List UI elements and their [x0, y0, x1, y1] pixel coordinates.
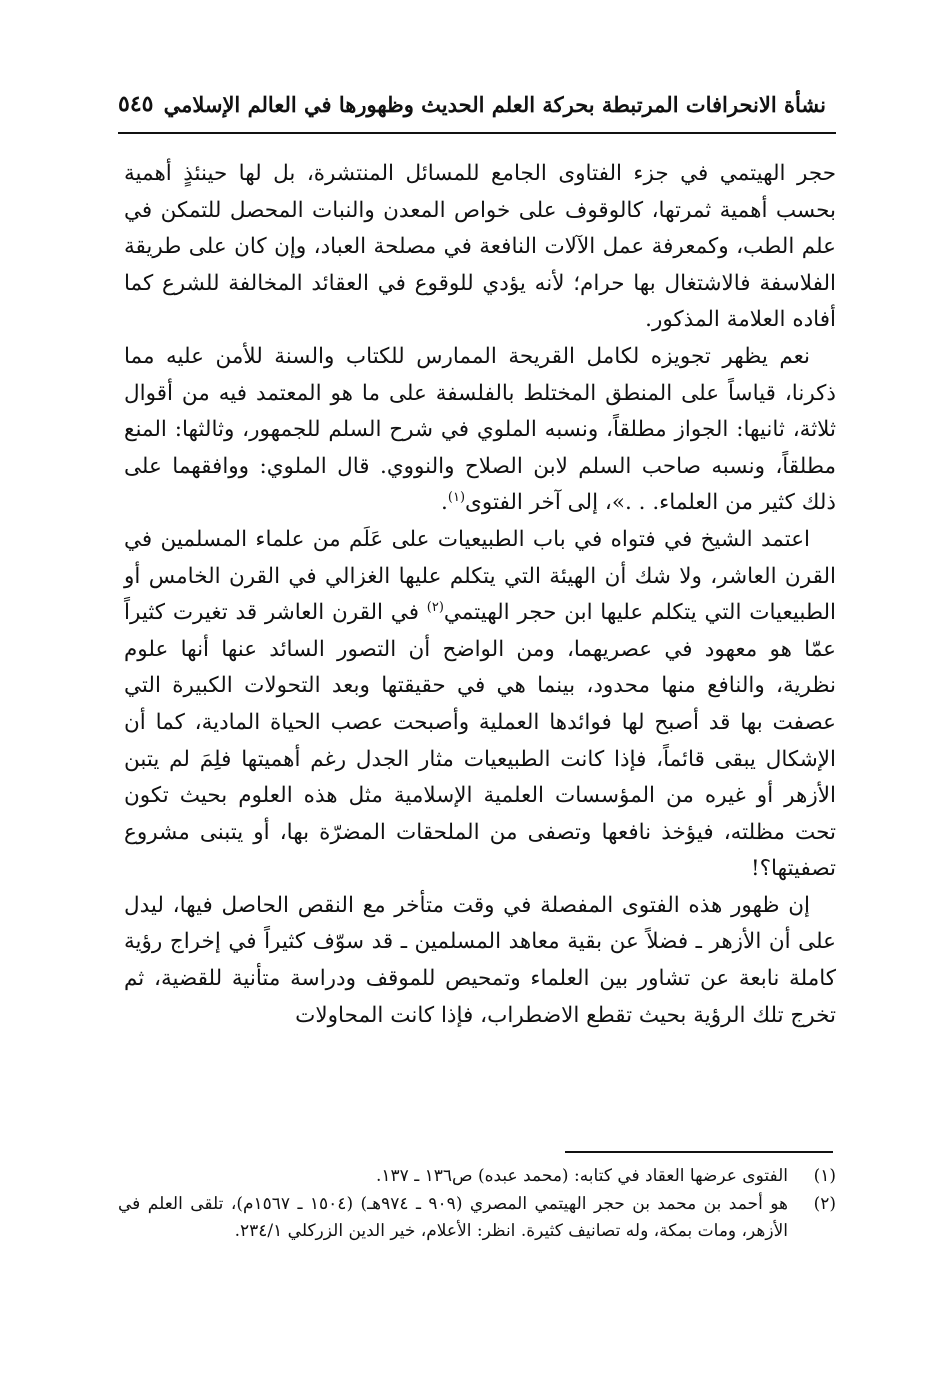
- paragraph-text: نعم يظهر تجويزه لكامل القريحة الممارس للكتاب والسنة للأمن عليه مما ذكرنا، قياساً على المنطق المختلط بالفلسفة على ما هو المعتمد فيه من أقوال ثلاثة، ثانيها: الجواز مطلقاً، ونسبه الملوي في شرح السلم للجمهور، وثالثها: المنع مطلقاً، ونسبه صاحب السلم لابن الصلاح والنووي. قال الملوي: ووافقهما على ذلك كثير من العلماء. . .»، إلى آخر الفتوى: [124, 343, 836, 516]
- paragraph: [124, 339, 836, 522]
- footnote-ref-1[interactable]: (١): [447, 490, 466, 506]
- footnote-number: (١): [813, 1166, 836, 1186]
- paragraph-text-end: .: [441, 490, 448, 516]
- paragraph: [124, 888, 836, 1034]
- footnote-ref-2[interactable]: (٢): [426, 599, 444, 615]
- running-title: نشأة الانحرافات المرتبطة بحركة العلم الحديث وظهورها في العالم الإسلامي: [163, 91, 826, 117]
- running-header: [118, 82, 826, 126]
- paragraph-text: اعتمد الشيخ في فتواه في باب الطبيعيات على عَلَم من علماء المسلمين في القرن العاشر، ولا شك أن الهيئة التي يتكلم عليها الغزالي في القرن الخامس أو الطبيعيات التي يتكلم عليها ابن حجر الهيتمي: [124, 526, 836, 626]
- paragraph-text-end: في القرن العاشر قد تغيرت كثيراً عمّا هو معهود في عصريهما، ومن الواضح أن التصور السائد عنها أنها علوم نظرية، والنافع منها محدود، بينما هي في حقيقتها وبعد التحولات الكبيرة التي عصفت بها قد أصبح لها فوائدها العملية وأصبحت عصب الحياة المادية، كما أن الإشكال يبقى قائماً، فإذا كانت الطبيعيات مثار الجدل رغم أهميتها فلِمَ لم يتبن الأزهر أو غيره من المؤسسات العلمية الإسلامية مثل هذه العلوم بحيث تكون تحت مظلته، فيؤخذ نافعها وتصفى من الملحقات المضرّة بها، أو يتبنى مشروع تصفيتها؟!: [124, 600, 836, 882]
- paragraph-text: حجر الهيتمي في جزء الفتاوى الجامع للمسائل المنتشرة، بل لها حينئذٍ أهمية بحسب أهمية ثمرتها، كالوقوف على خواص المعدن والنبات المحصل للتمكن في علم الطب، وكمعرفة عمل الآلات النافعة في مصلحة العباد، وإن كان على طريقة الفلاسفة فالاشتغال بها حرام؛ لأنه يؤدي للوقوع في العقائد المخالفة للشرع كما أفاده العلامة المذكور.: [124, 161, 836, 333]
- footnote-text: هو أحمد بن محمد بن حجر الهيتمي المصري (٩٠٩ ـ ٩٧٤هـ) (١٥٠٤ ـ ١٥٦٧م)، تلقى العلم في الأزهر، ومات بمكة، وله تصانيف كثيرة. انظر: الأعلام، خير الدين الزركلي ٢٣٤/١.: [118, 1193, 788, 1241]
- paragraph: [124, 522, 836, 888]
- footnotes: [118, 1163, 836, 1246]
- footnote: [118, 1163, 836, 1191]
- footnote: [118, 1191, 836, 1246]
- main-text: [124, 156, 836, 1034]
- paragraph-text: إن ظهور هذه الفتوى المفصلة في وقت متأخر مع النقص الحاصل فيها، ليدل على أن الأزهر ـ فضلاً عن بقية معاهد المسلمين ـ قد سوّف كثيراً في إخراج رؤية كاملة نابعة عن تشاور بين العلماء وتمحيص للموقف ودراسة متأنية للقضية، ثم تخرج تلك الرؤية بحيث تقطع الاضطراب، فإذا كانت المحاولات: [124, 892, 836, 1028]
- header-rule: [118, 132, 836, 134]
- footnote-number: (٢): [813, 1193, 836, 1214]
- page-number: ٥٤٥: [118, 91, 154, 117]
- footnote-separator: [565, 1151, 833, 1153]
- footnote-text: الفتوى عرضها العقاد في كتابه: (محمد عبده) ص١٣٦ ـ ١٣٧.: [375, 1166, 788, 1186]
- paragraph: [124, 156, 836, 339]
